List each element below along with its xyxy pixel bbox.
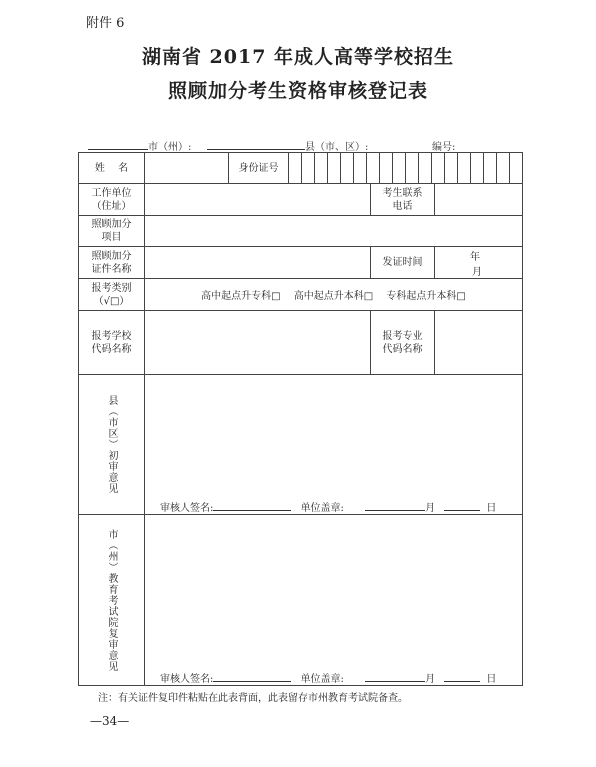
bonus-item-row (79, 216, 523, 247)
attachment-label: 附件 6 (86, 16, 125, 31)
cert-row (79, 247, 523, 279)
county-underline (207, 139, 305, 150)
phone-value (435, 184, 523, 216)
category-row (79, 279, 523, 311)
page-number: —34— (90, 714, 130, 728)
bonus-item-value (145, 216, 523, 247)
city-opinion-label-cell (79, 515, 145, 686)
county-day-label: 日 (486, 503, 497, 514)
work-row (79, 184, 523, 216)
county-opinion-row (79, 375, 523, 515)
number-field (432, 138, 455, 153)
city-label: 市（州）: (148, 142, 192, 153)
name-label: 姓 名 (79, 153, 145, 184)
work-label: 工作单位 （住址） (79, 184, 145, 216)
county-signature-line (160, 499, 496, 514)
id-digit-cells (289, 153, 522, 183)
county-opinion-label: 县（市区）初审意见 (106, 395, 117, 494)
city-field (88, 138, 191, 153)
major-value (435, 311, 523, 375)
county-seal-label: 单位盖章: (300, 503, 344, 514)
county-label: 县（市、区）: (305, 142, 369, 153)
city-seal-label: 单位盖章: (300, 674, 344, 685)
bonus-item-label: 照顾加分 项目 (79, 216, 145, 247)
id-value (289, 153, 523, 184)
city-day-label: 日 (486, 674, 497, 685)
title-line-1: 湖南省 2017 年成人高等学校招生 (141, 46, 455, 68)
city-reviewer-label: 审核人签名: (160, 674, 214, 685)
county-month-label: 月 (425, 503, 436, 514)
county-opinion-label-cell (79, 375, 145, 515)
city-month-label: 月 (425, 674, 436, 685)
major-label: 报考专业 代码名称 (371, 311, 435, 375)
city-signature-line (160, 670, 496, 685)
county-field (207, 138, 368, 153)
cert-value (145, 247, 371, 279)
id-label: 身份证号 (229, 153, 289, 184)
city-opinion-value (145, 515, 523, 686)
name-row (79, 153, 523, 184)
category-label: 报考类别 （√□） (79, 279, 145, 311)
city-opinion-label: 市（州）教育考试院复审意见 (106, 528, 117, 672)
footnote: 注：有关证件复印件粘贴在此表背面，此表留存市州教育考试院备查。 (98, 693, 408, 704)
city-underline (88, 139, 148, 150)
issue-time-value (435, 247, 523, 279)
category-options: 高中起点升专科□ 高中起点升本科□ 专科起点升本科□ (145, 279, 523, 311)
year-label: 年 (470, 251, 480, 263)
cert-label: 照顾加分 证件名称 (79, 247, 145, 279)
school-row (79, 311, 523, 375)
work-value (145, 184, 371, 216)
school-label: 报考学校 代码名称 (79, 311, 145, 375)
phone-label: 考生联系 电话 (371, 184, 435, 216)
county-reviewer-label: 审核人签名: (160, 503, 214, 514)
name-value (145, 153, 229, 184)
month-label: 月 (472, 266, 482, 278)
city-opinion-row (79, 515, 523, 686)
issue-time-label: 发证时间 (371, 247, 435, 279)
number-label: 编号: (432, 142, 456, 153)
registration-table (78, 152, 523, 686)
title-line-2: 照顾加分考生资格审核登记表 (167, 80, 428, 102)
county-opinion-value (145, 375, 523, 515)
school-value (145, 311, 371, 375)
